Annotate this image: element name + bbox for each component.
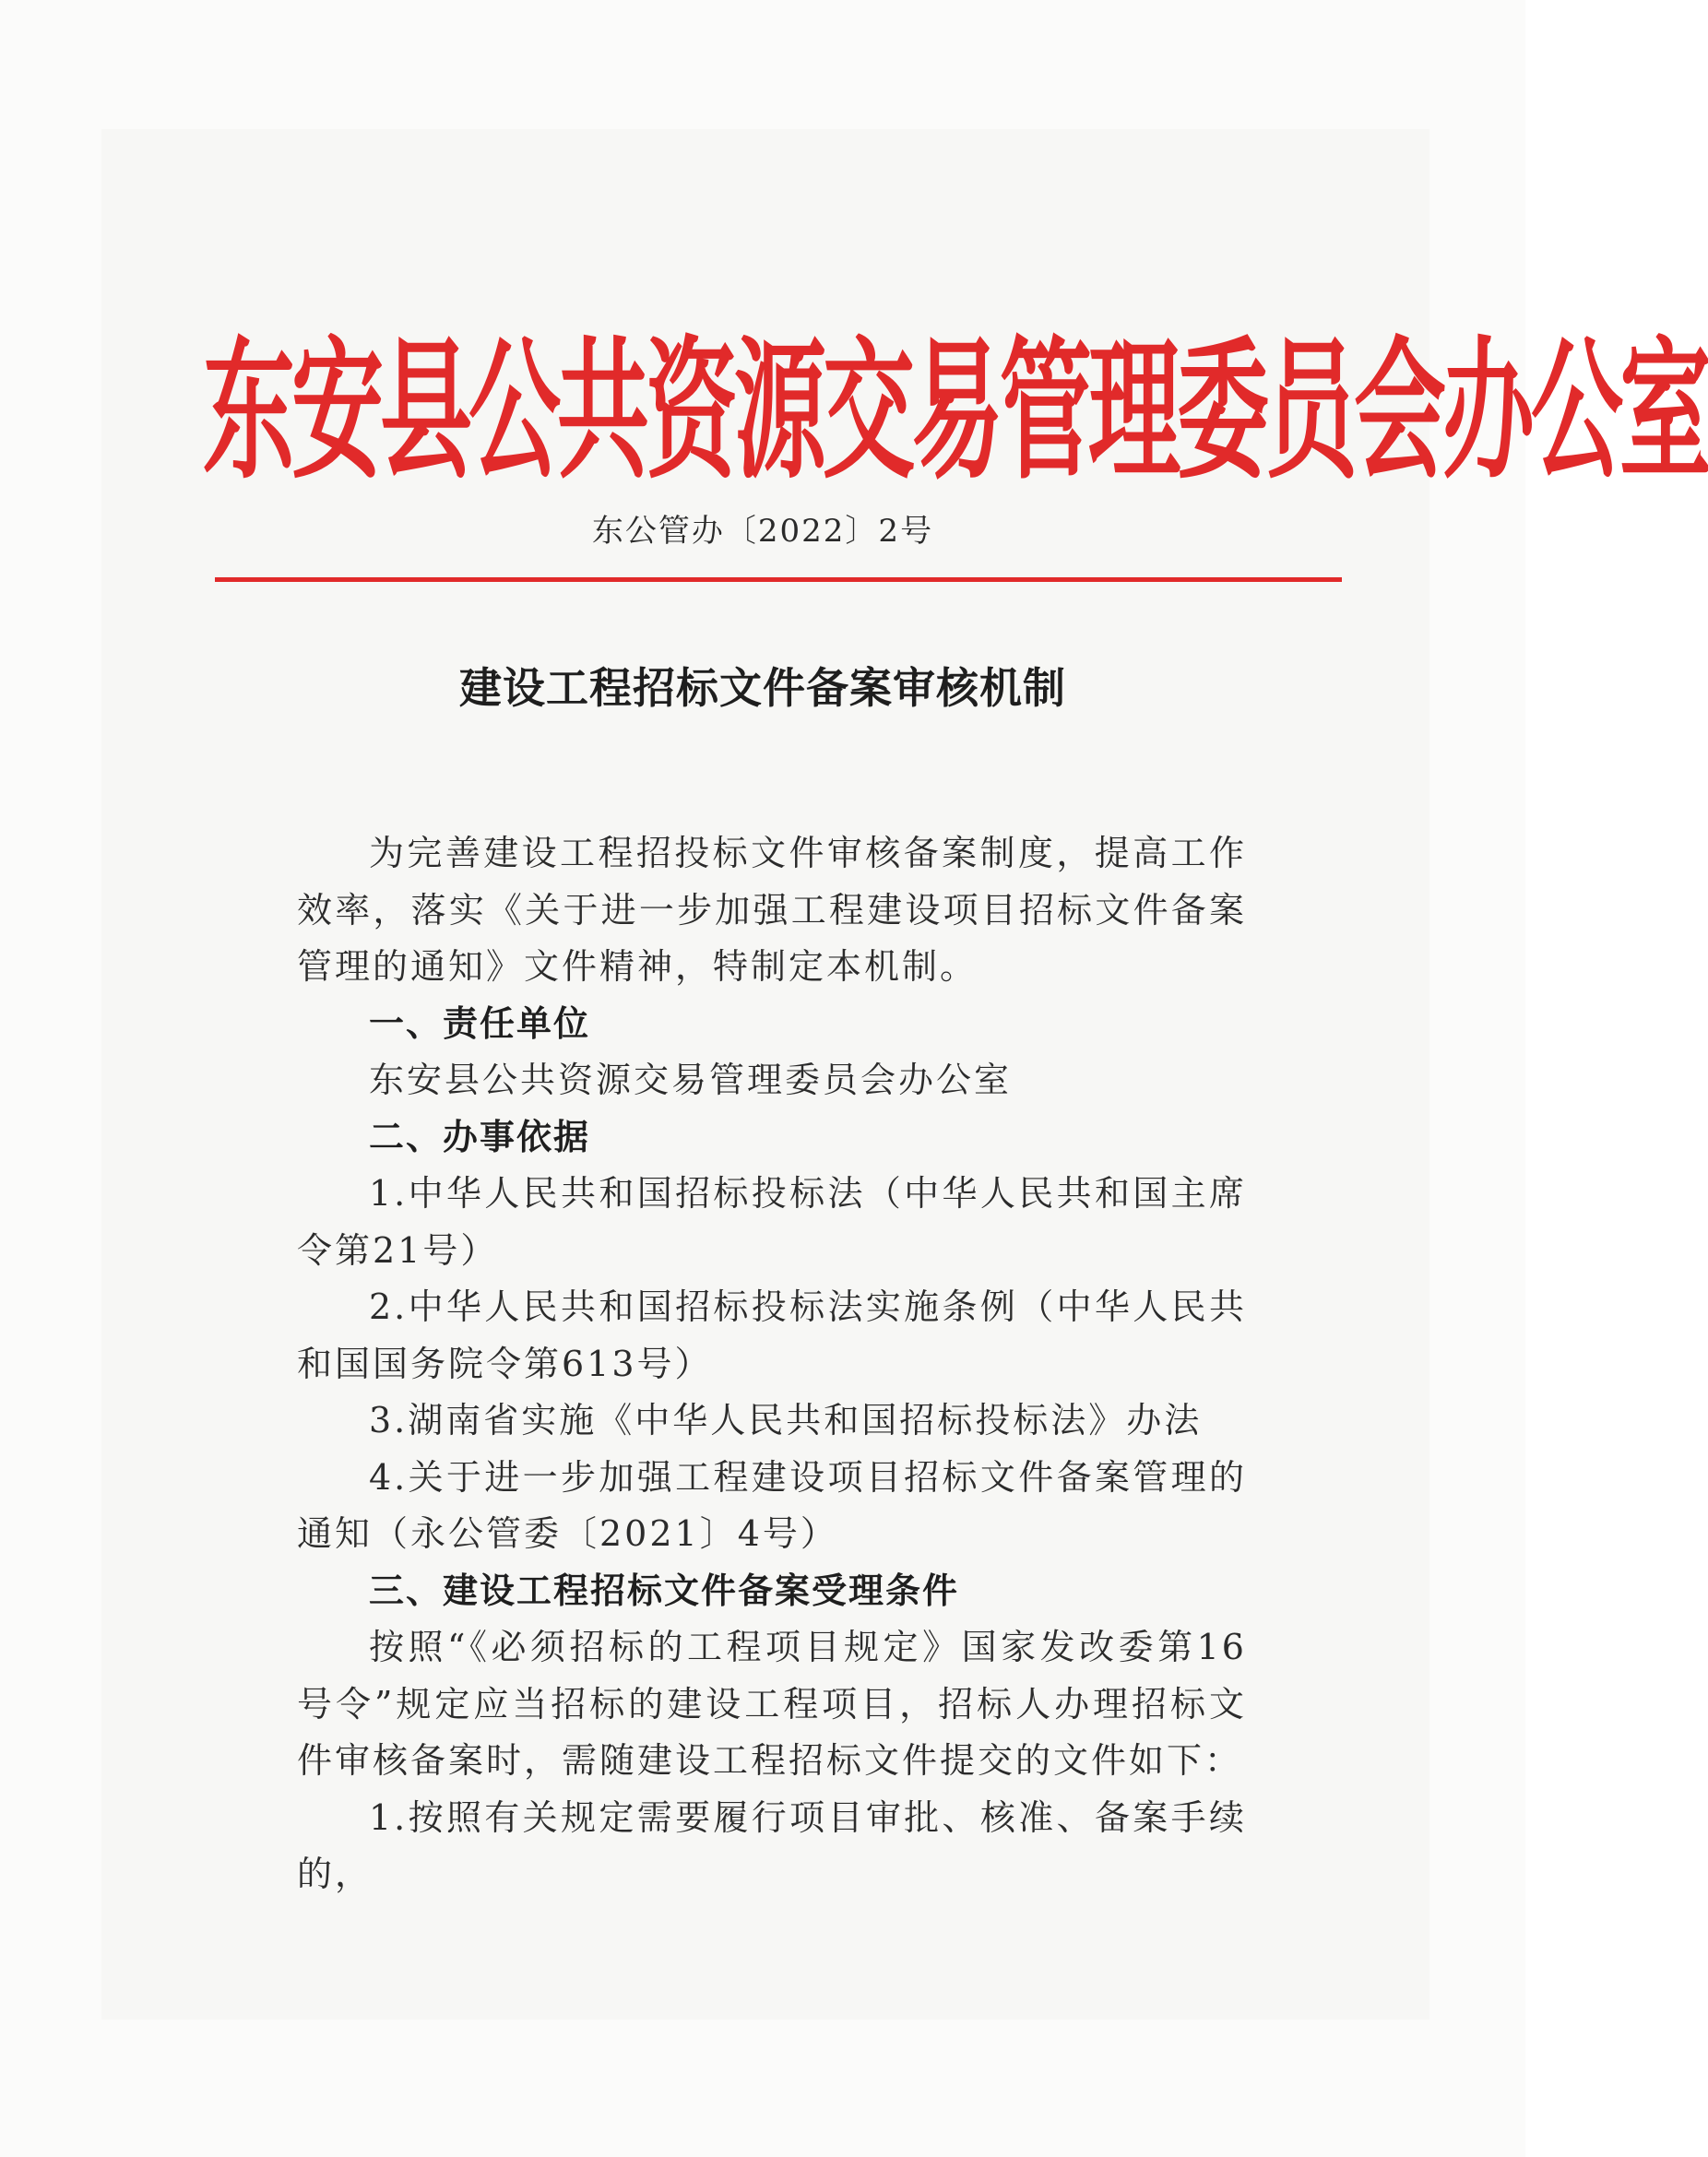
filing-condition-item: 1.按照有关规定需要履行项目审批、核准、备案手续的， [297, 1796, 1247, 1894]
letterhead-divider [215, 577, 1342, 582]
document-body [297, 825, 1247, 1903]
filing-conditions-text: 按照“《必须招标的工程项目规定》国家发改委第16号令”规定应当招标的建设工程项目，招标人办理招标文件审核备案时，需随建设工程招标文件提交的文件如下： [297, 1627, 1247, 1781]
organization-letterhead: 东安县公共资源交易管理委员会办公室 [203, 320, 1708, 501]
legal-basis-item: 2.中华人民共和国招标投标法实施条例（中华人民共和国国务院令第613号） [297, 1286, 1247, 1384]
legal-basis-item: 4.关于进一步加强工程建设项目招标文件备案管理的通知（永公管委〔2021〕4号） [297, 1456, 1247, 1554]
section-heading-filing-conditions: 三、建设工程招标文件备案受理条件 [369, 1570, 960, 1611]
responsible-unit-text: 东安县公共资源交易管理委员会办公室 [369, 1060, 1013, 1100]
section-heading-responsible-unit: 一、责任单位 [369, 1002, 591, 1044]
legal-basis-item: 3.湖南省实施《中华人民共和国招标投标法》办法 [369, 1400, 1203, 1440]
legal-basis-item: 1.中华人民共和国招标投标法（中华人民共和国主席令第21号） [297, 1173, 1247, 1271]
document-title: 建设工程招标文件备案审核机制 [459, 663, 1066, 713]
document-number: 东公管办〔2022〕2号 [591, 513, 934, 550]
section-heading-legal-basis: 二、办事依据 [369, 1116, 591, 1157]
intro-paragraph: 为完善建设工程招投标文件审核备案制度，提高工作效率，落实《关于进一步加强工程建设项目招标文件备案管理的通知》文件精神，特制定本机制。 [297, 833, 1247, 987]
